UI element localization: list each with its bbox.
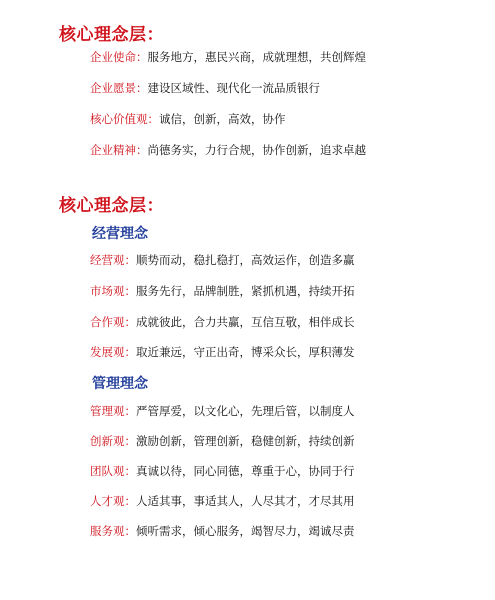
- row-text: 人适其事，事适其人，人尽其才，才尽其用: [136, 494, 355, 508]
- row-text: 顺势而动，稳扎稳打，高效运作，创造多赢: [136, 253, 355, 267]
- list-item: [90, 253, 355, 267]
- list-item: [90, 434, 355, 448]
- row-label: 经营观：: [90, 253, 136, 267]
- row-label: 创新观：: [90, 434, 136, 448]
- section1-title: 核心理念层：: [59, 25, 164, 45]
- row-label: 发展观：: [90, 345, 136, 359]
- row-text: 服务先行，品牌制胜，紧抓机遇，持续开拓: [136, 284, 355, 298]
- vision-row: [90, 81, 320, 95]
- row-label: 企业使命：: [90, 50, 148, 64]
- management-philosophy-title: 管理理念: [92, 376, 148, 392]
- row-label: 合作观：: [90, 315, 136, 329]
- mission-row: [90, 50, 366, 64]
- row-label: 服务观：: [90, 524, 136, 538]
- section2-title: 核心理念层：: [59, 196, 164, 216]
- row-label: 人才观：: [90, 494, 136, 508]
- row-text: 服务地方，惠民兴商，成就理想，共创辉煌: [147, 50, 366, 64]
- row-label: 市场观：: [90, 284, 136, 298]
- row-label: 企业精神：: [90, 143, 148, 157]
- list-item: [90, 284, 355, 298]
- row-text: 严管厚爱，以文化心，先理后管，以制度人: [136, 404, 355, 418]
- row-text: 倾听需求，倾心服务，竭智尽力，竭诚尽责: [136, 524, 355, 538]
- row-text: 取近兼远，守正出奇，博采众长，厚积薄发: [136, 345, 355, 359]
- row-label: 管理观：: [90, 404, 136, 418]
- list-item: [90, 494, 355, 508]
- list-item: [90, 404, 355, 418]
- row-text: 成就彼此，合力共赢，互信互敬，相伴成长: [136, 315, 355, 329]
- row-label: 团队观：: [90, 464, 136, 478]
- business-philosophy-title: 经营理念: [92, 226, 148, 242]
- spirit-row: [90, 143, 366, 157]
- row-text: 真诚以待，同心同德，尊重于心，协同于行: [136, 464, 355, 478]
- row-text: 建设区域性、现代化一流品质银行: [147, 81, 320, 95]
- row-label: 企业愿景：: [90, 81, 148, 95]
- row-text: 激励创新，管理创新，稳健创新，持续创新: [136, 434, 355, 448]
- core-values-row: [90, 112, 286, 126]
- list-item: [90, 315, 355, 329]
- row-label: 核心价值观：: [90, 112, 159, 126]
- list-item: [90, 524, 355, 538]
- row-text: 诚信，创新，高效，协作: [159, 112, 286, 126]
- row-text: 尚德务实，力行合规，协作创新，追求卓越: [147, 143, 366, 157]
- list-item: [90, 464, 355, 478]
- list-item: [90, 345, 355, 359]
